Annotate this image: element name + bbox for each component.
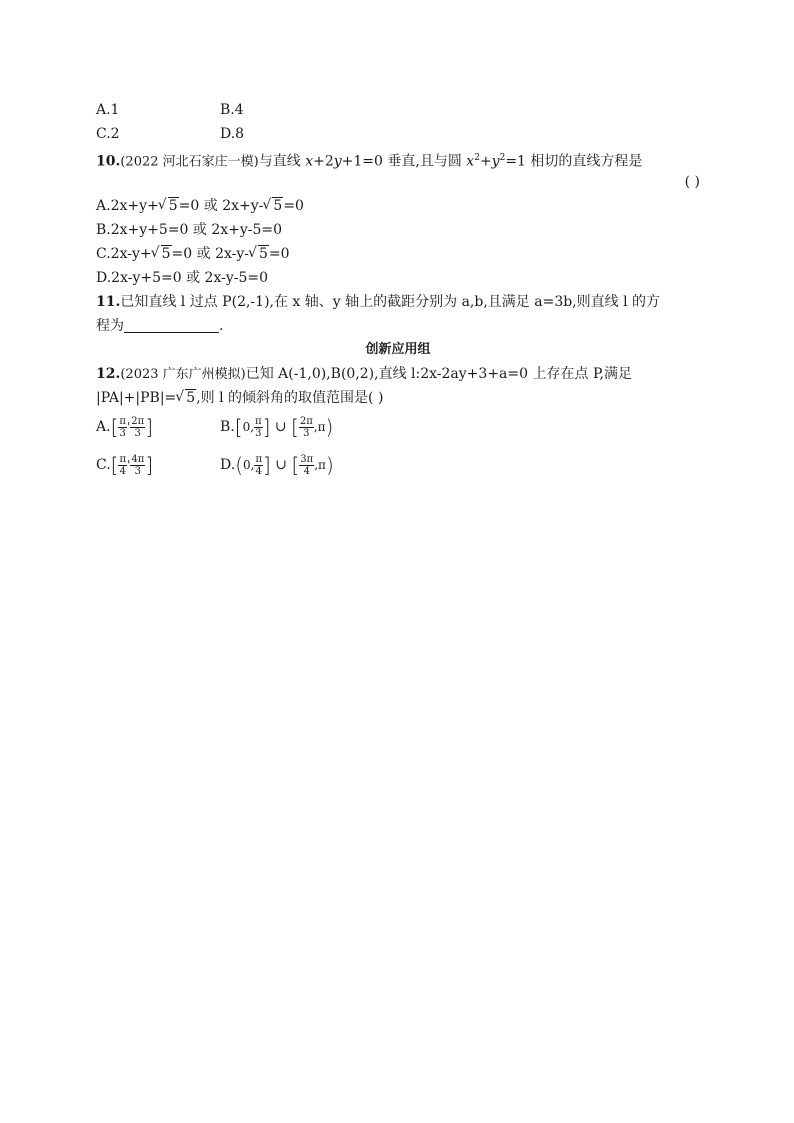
q11-stem-line-2: 程为 . xyxy=(96,318,224,334)
q10-answer-row xyxy=(96,170,700,194)
sqrt-symbol: √ 5 xyxy=(249,242,269,266)
q12-stem-line-2: |PA|+|PB|=√ 5,则 l 的倾斜角的取值范围是( ) xyxy=(96,386,700,410)
q12-number: 12. xyxy=(96,366,121,382)
q12-option-d[interactable]: D.(0, $\frac{\pi}{4}$ ] ∪ [ $\frac{3\pi}{4}$ ,π) xyxy=(220,453,334,477)
q9-option-c[interactable]: C.2 xyxy=(96,126,120,142)
q12-text-1: 已知 A(-1,0),B(0,2),直线 l:2x-2ay+3+a=0 上存在点 P,满足 xyxy=(245,366,632,382)
q9-option-a[interactable]: A.1 xyxy=(96,102,120,118)
q9-option-b[interactable]: B.4 xyxy=(220,102,244,118)
q10-source: (2022 河北石家庄一模) xyxy=(120,154,259,170)
q12-option-a[interactable]: A.[ $\frac{\pi}{3}$ ' $\frac{2\pi}{3}$ ] xyxy=(96,415,154,439)
q11-number: 11. xyxy=(96,294,121,310)
q12-options-row-1 xyxy=(96,410,700,444)
q9-options-row-2 xyxy=(96,122,700,146)
q9-option-d[interactable]: D.8 xyxy=(220,126,245,142)
q10-text-1: 与直线 xyxy=(258,153,306,170)
q11-text-1: 已知直线 l 过点 P(2,-1),在 x 轴、y 轴上的截距分别为 a,b,且满足 a=3b,则直线 l 的方 xyxy=(120,294,661,310)
sqrt-symbol: √ 5 xyxy=(152,242,172,266)
q12-source: (2023 广东广州模拟) xyxy=(120,367,246,382)
section-title: 创新应用组 xyxy=(365,342,431,357)
sqrt-symbol: √ 5 xyxy=(263,194,283,218)
q12-stem-line-1 xyxy=(96,362,700,386)
q11-stem-line-1 xyxy=(96,290,700,314)
q10-option-a[interactable]: A.2x+y+√ 5=0 或 2x+y-√ 5=0 xyxy=(96,194,700,218)
q10-option-c[interactable]: C.2x-y+√ 5=0 或 2x-y-√ 5=0 xyxy=(96,242,700,266)
q10-text-2: 垂直,且与圆 xyxy=(387,153,467,170)
q10-answer-paren[interactable]: ( ) xyxy=(684,174,700,190)
q10-option-d[interactable]: D.2x-y+5=0 或 2x-y-5=0 xyxy=(96,270,269,286)
q10-text-3: 相切的直线方程是 xyxy=(530,153,643,170)
q11-answer-blank[interactable] xyxy=(124,316,219,333)
q12-options-row-2 xyxy=(96,448,700,482)
q10-stem: 10.(2022 河北石家庄一模)与直线 x+2y+1=0 垂直,且与圆 $x^2+y^2=1$ 相切的直线方程是 xyxy=(96,153,643,170)
q12-option-b[interactable]: B.[0, $\frac{\pi}{3}$ ] ∪ [ $\frac{2\pi}{3}$ ,π) xyxy=(220,415,334,439)
exam-page xyxy=(96,98,700,482)
q12-option-c[interactable]: C.[ $\frac{\pi}{4}$ ' $\frac{4\pi}{3}$ ] xyxy=(96,453,154,477)
sqrt-symbol: √ 5 xyxy=(159,194,179,218)
sqrt-symbol: √ 5 xyxy=(176,386,196,410)
q9-options-row-1 xyxy=(96,98,700,122)
q10-option-b[interactable]: B.2x+y+5=0 或 2x+y-5=0 xyxy=(96,222,283,238)
q10-number: 10. xyxy=(96,153,121,170)
